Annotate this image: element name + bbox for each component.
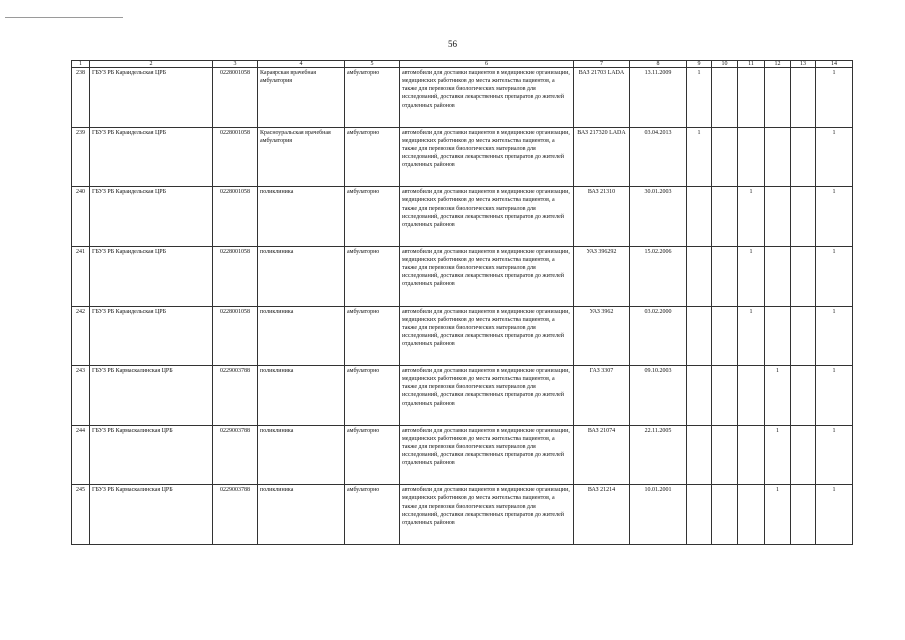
unit-name: Красноуральская врачебная амбулатория (258, 127, 345, 187)
row-number: 240 (72, 187, 90, 247)
table-row (72, 127, 853, 187)
col14-mark: 1 (816, 127, 853, 187)
page-number: 56 (448, 39, 457, 49)
table-row (72, 187, 853, 247)
registration-date: 03.02.2000 (630, 306, 687, 366)
col12-mark (765, 306, 791, 366)
col14-mark: 1 (816, 366, 853, 426)
col10-mark (712, 246, 738, 306)
vehicle-brand: ВАЗ 217320 LADA (574, 127, 630, 187)
col12-mark (765, 187, 791, 247)
organization-name: ГБУЗ РБ Караидельская ЦРБ (90, 187, 213, 247)
unit-name: поликлиника (258, 485, 345, 545)
vehicle-brand: ГАЗ 3307 (574, 366, 630, 426)
column-number-9: 9 (687, 61, 712, 68)
org-code: 0229003788 (213, 425, 258, 485)
col12-mark: 1 (765, 485, 791, 545)
column-number-6: 6 (400, 61, 574, 68)
registration-date: 22.11.2005 (630, 425, 687, 485)
col12-mark (765, 127, 791, 187)
vehicle-purpose: автомобили для доставки пациентов в медицинские организации, медицинских работников до места жительства пациентов, а также для перевозки биологических материалов для исследований, доставки лекарственных препаратов до жителей отдаленных районов (400, 68, 574, 128)
care-type: амбулаторно (345, 68, 400, 128)
org-code: 0229003788 (213, 366, 258, 426)
vehicle-brand: ВАЗ 21703 LADA (574, 68, 630, 128)
table-row (72, 425, 853, 485)
row-number: 244 (72, 425, 90, 485)
col12-mark: 1 (765, 366, 791, 426)
column-number-3: 3 (213, 61, 258, 68)
col14-mark: 1 (816, 246, 853, 306)
org-code: 0228001058 (213, 246, 258, 306)
col10-mark (712, 187, 738, 247)
row-number: 238 (72, 68, 90, 128)
col9-mark (687, 425, 712, 485)
organization-name: ГБУЗ РБ Кармаскалинская ЦРБ (90, 485, 213, 545)
organization-name: ГБУЗ РБ Караидельская ЦРБ (90, 127, 213, 187)
col14-mark: 1 (816, 68, 853, 128)
org-code: 0228001058 (213, 306, 258, 366)
column-number-12: 12 (765, 61, 791, 68)
vehicle-brand: УАЗ 3962 (574, 306, 630, 366)
col10-mark (712, 425, 738, 485)
column-number-14: 14 (816, 61, 853, 68)
row-number: 242 (72, 306, 90, 366)
table-row (72, 306, 853, 366)
col13-mark (791, 366, 816, 426)
col10-mark (712, 366, 738, 426)
table-row (72, 485, 853, 545)
org-code: 0228001058 (213, 187, 258, 247)
column-number-1: 1 (72, 61, 90, 68)
top-left-line (5, 17, 123, 18)
column-number-row (72, 61, 853, 68)
col11-mark (738, 485, 765, 545)
vehicle-purpose: автомобили для доставки пациентов в медицинские организации, медицинских работников до места жительства пациентов, а также для перевозки биологических материалов для исследований, доставки лекарственных препаратов до жителей отдаленных районов (400, 187, 574, 247)
unit-name: поликлиника (258, 187, 345, 247)
registration-date: 13.11.2009 (630, 68, 687, 128)
col13-mark (791, 68, 816, 128)
unit-name: поликлиника (258, 306, 345, 366)
col9-mark (687, 306, 712, 366)
org-code: 0229003788 (213, 485, 258, 545)
register-table (71, 60, 853, 545)
vehicle-brand: ВАЗ 21310 (574, 187, 630, 247)
table-row (72, 68, 853, 128)
registration-date: 10.01.2001 (630, 485, 687, 545)
org-code: 0228001058 (213, 127, 258, 187)
registration-date: 30.01.2003 (630, 187, 687, 247)
col13-mark (791, 306, 816, 366)
col9-mark (687, 366, 712, 426)
registration-date: 09.10.2003 (630, 366, 687, 426)
row-number: 243 (72, 366, 90, 426)
column-number-5: 5 (345, 61, 400, 68)
col9-mark: 1 (687, 127, 712, 187)
organization-name: ГБУЗ РБ Караидельская ЦРБ (90, 306, 213, 366)
registration-date: 03.04.2013 (630, 127, 687, 187)
col11-mark: 1 (738, 246, 765, 306)
col9-mark (687, 246, 712, 306)
organization-name: ГБУЗ РБ Кармаскалинская ЦРБ (90, 425, 213, 485)
vehicle-purpose: автомобили для доставки пациентов в медицинские организации, медицинских работников до места жительства пациентов, а также для перевозки биологических материалов для исследований, доставки лекарственных препаратов до жителей отдаленных районов (400, 246, 574, 306)
col13-mark (791, 187, 816, 247)
column-number-10: 10 (712, 61, 738, 68)
care-type: амбулаторно (345, 485, 400, 545)
col11-mark (738, 127, 765, 187)
column-number-8: 8 (630, 61, 687, 68)
vehicle-purpose: автомобили для доставки пациентов в медицинские организации, медицинских работников до места жительства пациентов, а также для перевозки биологических материалов для исследований, доставки лекарственных препаратов до жителей отдаленных районов (400, 425, 574, 485)
care-type: амбулаторно (345, 306, 400, 366)
organization-name: ГБУЗ РБ Караидельская ЦРБ (90, 246, 213, 306)
col13-mark (791, 425, 816, 485)
col11-mark (738, 366, 765, 426)
registration-date: 15.02.2006 (630, 246, 687, 306)
care-type: амбулаторно (345, 246, 400, 306)
vehicle-purpose: автомобили для доставки пациентов в медицинские организации, медицинских работников до места жительства пациентов, а также для перевозки биологических материалов для исследований, доставки лекарственных препаратов до жителей отдаленных районов (400, 306, 574, 366)
vehicle-brand: ВАЗ 21074 (574, 425, 630, 485)
col13-mark (791, 127, 816, 187)
row-number: 239 (72, 127, 90, 187)
col12-mark (765, 246, 791, 306)
table-row (72, 366, 853, 426)
col14-mark: 1 (816, 425, 853, 485)
col9-mark: 1 (687, 68, 712, 128)
care-type: амбулаторно (345, 425, 400, 485)
column-number-4: 4 (258, 61, 345, 68)
vehicle-purpose: автомобили для доставки пациентов в медицинские организации, медицинских работников до места жительства пациентов, а также для перевозки биологических материалов для исследований, доставки лекарственных препаратов до жителей отдаленных районов (400, 127, 574, 187)
col10-mark (712, 306, 738, 366)
col12-mark (765, 68, 791, 128)
col12-mark: 1 (765, 425, 791, 485)
col11-mark (738, 68, 765, 128)
column-number-2: 2 (90, 61, 213, 68)
col11-mark: 1 (738, 306, 765, 366)
col11-mark (738, 425, 765, 485)
care-type: амбулаторно (345, 127, 400, 187)
care-type: амбулаторно (345, 187, 400, 247)
col14-mark: 1 (816, 306, 853, 366)
column-number-13: 13 (791, 61, 816, 68)
vehicle-brand: УАЗ 396292 (574, 246, 630, 306)
org-code: 0228001058 (213, 68, 258, 128)
organization-name: ГБУЗ РБ Караидельская ЦРБ (90, 68, 213, 128)
col11-mark: 1 (738, 187, 765, 247)
col10-mark (712, 68, 738, 128)
col13-mark (791, 485, 816, 545)
unit-name: поликлиника (258, 425, 345, 485)
col14-mark: 1 (816, 485, 853, 545)
table-row (72, 246, 853, 306)
column-number-7: 7 (574, 61, 630, 68)
care-type: амбулаторно (345, 366, 400, 426)
organization-name: ГБУЗ РБ Кармаскалинская ЦРБ (90, 366, 213, 426)
unit-name: поликлиника (258, 366, 345, 426)
row-number: 245 (72, 485, 90, 545)
column-number-11: 11 (738, 61, 765, 68)
col9-mark (687, 485, 712, 545)
row-number: 241 (72, 246, 90, 306)
col10-mark (712, 127, 738, 187)
col13-mark (791, 246, 816, 306)
unit-name: Караярская врачебная амбулатория (258, 68, 345, 128)
col9-mark (687, 187, 712, 247)
vehicle-purpose: автомобили для доставки пациентов в медицинские организации, медицинских работников до места жительства пациентов, а также для перевозки биологических материалов для исследований, доставки лекарственных препаратов до жителей отдаленных районов (400, 485, 574, 545)
vehicle-purpose: автомобили для доставки пациентов в медицинские организации, медицинских работников до места жительства пациентов, а также для перевозки биологических материалов для исследований, доставки лекарственных препаратов до жителей отдаленных районов (400, 366, 574, 426)
unit-name: поликлиника (258, 246, 345, 306)
col14-mark: 1 (816, 187, 853, 247)
table-body (72, 61, 853, 545)
col10-mark (712, 485, 738, 545)
vehicle-brand: ВАЗ 21214 (574, 485, 630, 545)
